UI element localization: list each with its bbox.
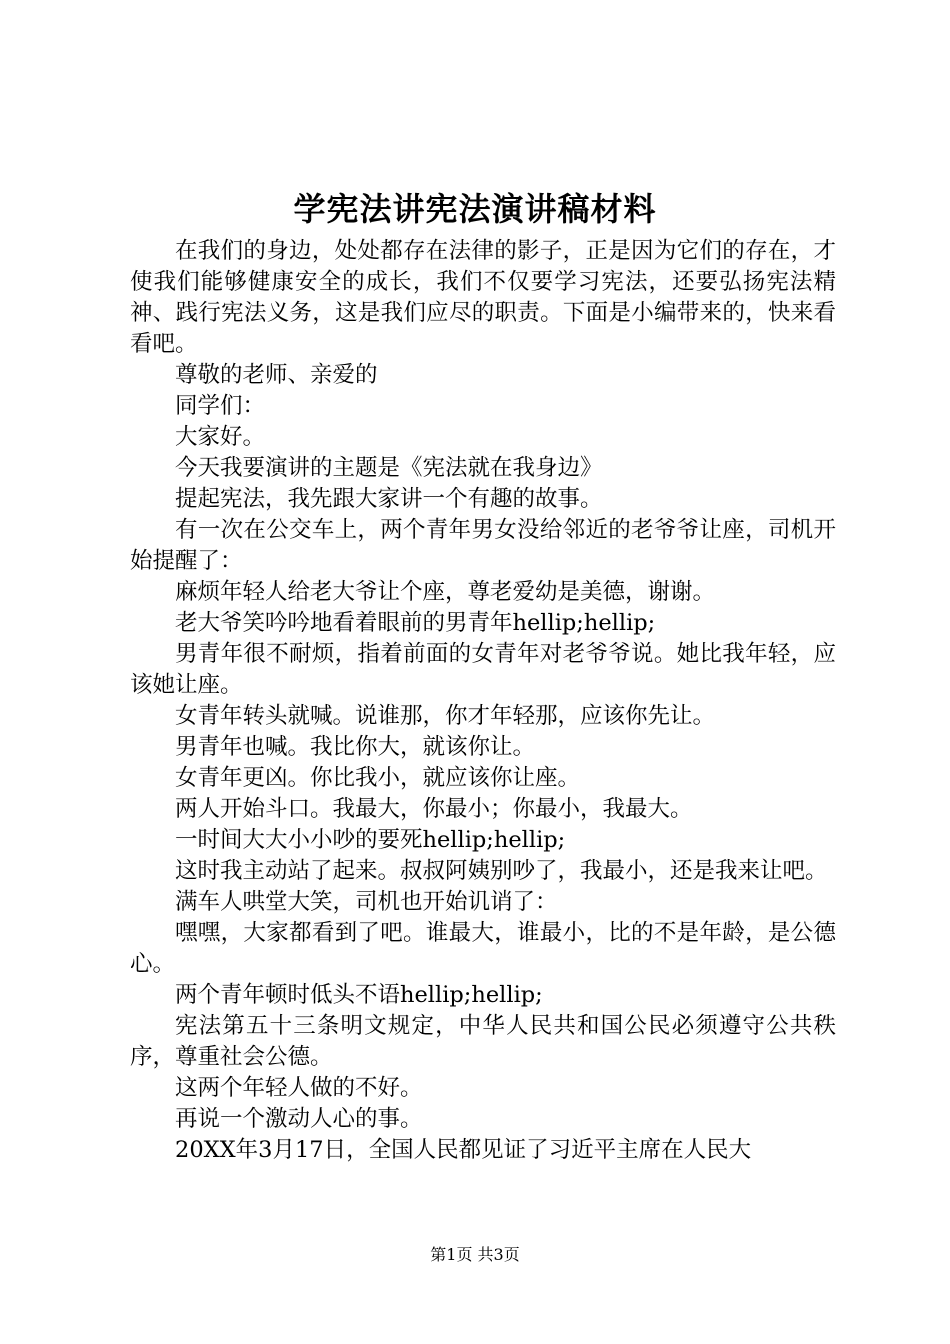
paragraph: 两个青年顿时低头不语hellip;hellip; <box>175 982 543 1008</box>
paragraph: 两人开始斗口。我最大，你最小；你最小，我最大。 <box>175 796 693 822</box>
paragraph: 尊敬的老师、亲爱的 <box>175 362 378 388</box>
page-footer: 第1页 共3页 <box>430 1245 520 1264</box>
paragraph: 在我们的身边，处处都存在法律的影子，正是因为它们的存在，才使我们能够健康安全的成长，我们不仅要学习宪法，还要弘扬宪法精神、践行宪法义务，这是我们应尽的职责。下面是小编带来的，快来看看吧。 <box>130 238 836 357</box>
paragraph: 女青年转头就喊。说谁那，你才年轻那，应该你先让。 <box>175 703 716 729</box>
document-title: 学宪法讲宪法演讲稿材料 <box>293 190 657 228</box>
paragraph: 麻烦年轻人给老大爷让个座，尊老爱幼是美德，谢谢。 <box>175 579 716 605</box>
paragraph: 男青年很不耐烦，指着前面的女青年对老爷爷说。她比我年轻，应该她让座。 <box>130 641 836 698</box>
paragraph: 女青年更凶。你比我小，就应该你让座。 <box>175 765 581 791</box>
paragraph: 老大爷笑吟吟地看着眼前的男青年hellip;hellip; <box>175 610 656 636</box>
paragraph: 男青年也喊。我比你大，就该你让。 <box>175 734 536 760</box>
paragraph: 满车人哄堂大笑，司机也开始讥诮了： <box>175 889 558 915</box>
paragraph: 宪法第五十三条明文规定，中华人民共和国公民必须遵守公共秩序，尊重社会公德。 <box>130 1013 836 1070</box>
paragraph: 20XX年3月17日，全国人民都见证了习近平主席在人民大 <box>175 1137 752 1163</box>
document-body <box>130 236 836 1166</box>
paragraph: 大家好。 <box>175 424 266 450</box>
paragraph: 有一次在公交车上，两个青年男女没给邻近的老爷爷让座，司机开始提醒了： <box>130 517 836 574</box>
paragraph: 提起宪法，我先跟大家讲一个有趣的故事。 <box>175 486 603 512</box>
paragraph: 嘿嘿，大家都看到了吧。谁最大，谁最小，比的不是年龄，是公德心。 <box>130 920 836 977</box>
paragraph: 一时间大大小小吵的要死hellip;hellip; <box>175 827 566 853</box>
paragraph: 这两个年轻人做的不好。 <box>175 1075 423 1101</box>
paragraph: 同学们： <box>175 393 266 419</box>
paragraph: 再说一个激动人心的事。 <box>175 1106 423 1132</box>
paragraph: 这时我主动站了起来。叔叔阿姨别吵了，我最小，还是我来让吧。 <box>175 858 828 884</box>
paragraph: 今天我要演讲的主题是《宪法就在我身边》 <box>175 455 603 481</box>
